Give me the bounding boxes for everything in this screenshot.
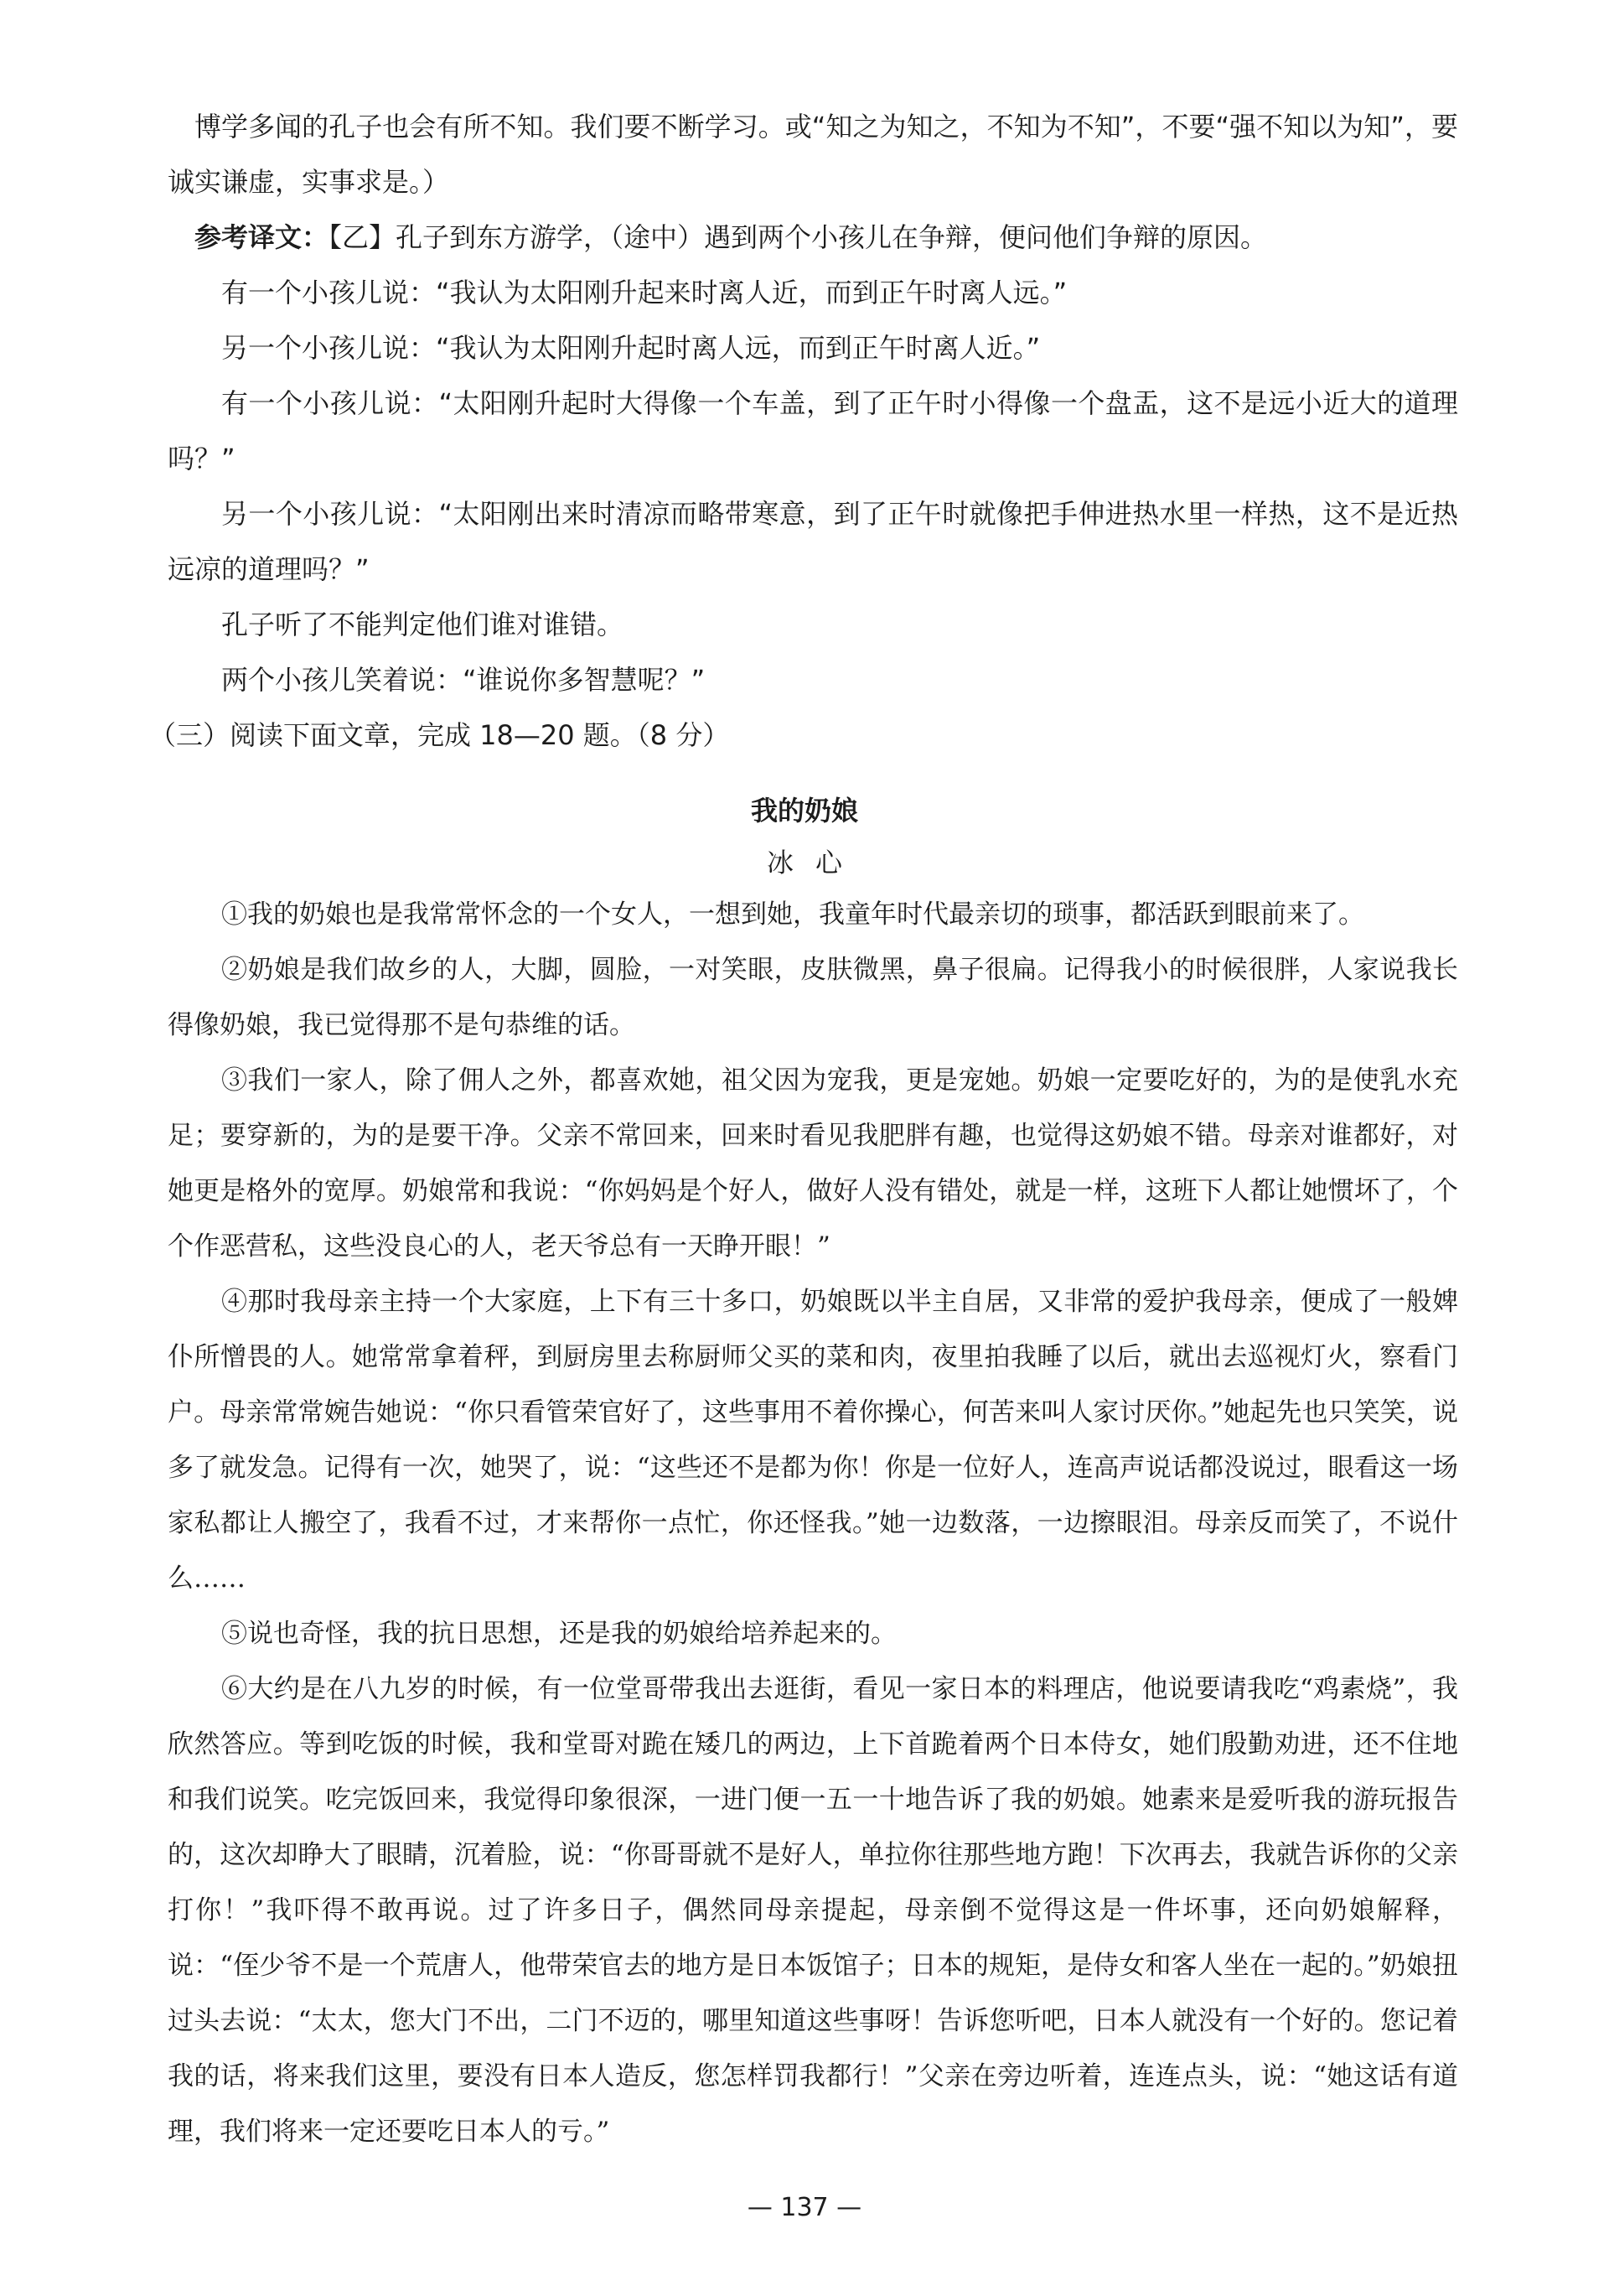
translation-line: 有一个小孩儿说：“我认为太阳刚升起来时离人近，而到正午时离人远。”	[221, 277, 1068, 308]
continuation-paragraph: 博学多闻的孔子也会有所不知。我们要不断学习。或“知之为知之，不知为不知”，不要“强不知以为知”，要诚实谦虚，实事求是。）	[168, 111, 1458, 198]
translation-line: 另一个小孩儿说：“我认为太阳刚升起时离人远，而到正午时离人近。”	[221, 332, 1041, 364]
translation-first-paragraph	[168, 210, 1458, 265]
article-paragraph: ②奶娘是我们故乡的人，大脚，圆脸，一对笑眼，皮肤微黑，鼻子很扁。记得我小的时候很胖，人家说我长得像奶娘，我已觉得那不是句恭维的话。	[168, 955, 1458, 1040]
translation-line: 【乙】孔子到东方游学，（途中）遇到两个小孩儿在争辩，便问他们争辩的原因。	[329, 221, 1268, 253]
article-paragraph: ④那时我母亲主持一个大家庭，上下有三十多口，奶娘既以半主自居，又非常的爱护我母亲，便成了一般婢仆所憎畏的人。她常常拿着秤，到厨房里去称厨师父买的菜和肉，夜里拍我睡了以后，就出去巡视灯火，察看门户。母亲常常婉告她说：“你只看管荣官好了，这些事用不着你操心，何苦来叫人家讨厌你。”她起先也只笑笑，说多了就发急。记得有一次，她哭了，说：“这些还不是都为你！你是一位好人，连高声说话都没说过，眼看这一场家私都让人搬空了，我看不过，才来帮你一点忙，你还怪我。”她一边数落，一边擦眼泪。母亲反而笑了，不说什么……	[168, 1287, 1458, 1594]
article-paragraph: ⑤说也奇怪，我的抗日思想，还是我的奶娘给培养起来的。	[221, 1619, 897, 1649]
article-paragraph: ⑥大约是在八九岁的时候，有一位堂哥带我出去逛街，看见一家日本的料理店，他说要请我吃“鸡素烧”，我欣然答应。等到吃饭的时候，我和堂哥对跪在矮几的两边，上下首跪着两个日本侍女，她们殷勤劝进，还不住地和我们说笑。吃完饭回来，我觉得印象很深，一进门便一五一十地告诉了我的奶娘。她素来是爱听我的游玩报告的，这次却睁大了眼睛，沉着脸，说：“你哥哥就不是好人，单拉你往那些地方跑！下次再去，我就告诉你的父亲打你！”我吓得不敢再说。过了许多日子，偶然同母亲提起，母亲倒不觉得这是一件坏事，还向奶娘解释，说：“侄少爷不是一个荒唐人，他带荣官去的地方是日本饭馆子；日本的规矩，是侍女和客人坐在一起的。”奶娘扭过头去说：“太太，您大门不出，二门不迈的，哪里知道这些事呀！告诉您听吧，日本人就没有一个好的。您记着我的话，将来我们这里，要没有日本人造反，您怎样罚我都行！”父亲在旁边听着，连连点头，说：“她这话有道理，我们将来一定还要吃日本人的亏。”	[168, 1674, 1458, 2147]
translation-line: 孔子听了不能判定他们谁对谁错。	[221, 609, 624, 640]
translation-line: 有一个小孩儿说：“太阳刚升起时大得像一个车盖，到了正午时小得像一个盘盂，这不是远小近大的道理吗？”	[168, 387, 1458, 474]
translation-label: 参考译文：	[194, 221, 329, 253]
page-number: — 137 —	[747, 2193, 862, 2222]
translation-line: 两个小孩儿笑着说：“谁说你多智慧呢？”	[221, 664, 706, 696]
section-heading: （三）阅读下面文章，完成 18—20 题。（8 分）	[149, 719, 730, 751]
article-title: 我的奶娘	[750, 795, 858, 827]
article-paragraph: ①我的奶娘也是我常常怀念的一个女人，一想到她，我童年时代最亲切的琐事，都活跃到眼前来了。	[221, 899, 1364, 930]
translation-line: 另一个小孩儿说：“太阳刚出来时清凉而略带寒意，到了正午时就像把手伸进热水里一样热，这不是近热远凉的道理吗？”	[168, 498, 1458, 585]
article-paragraph: ③我们一家人，除了佣人之外，都喜欢她，祖父因为宠我，更是宠她。奶娘一定要吃好的，为的是使乳水充足；要穿新的，为的是要干净。父亲不常回来，回来时看见我肥胖有趣，也觉得这奶娘不错。母亲对谁都好，对她更是格外的宽厚。奶娘常和我说：“你妈妈是个好人，做好人没有错处，就是一样，这班下人都让她惯坏了，个个作恶营私，这些没良心的人，老天爷总有一天睁开眼！”	[168, 1065, 1458, 1262]
article-author: 冰心	[766, 847, 864, 878]
